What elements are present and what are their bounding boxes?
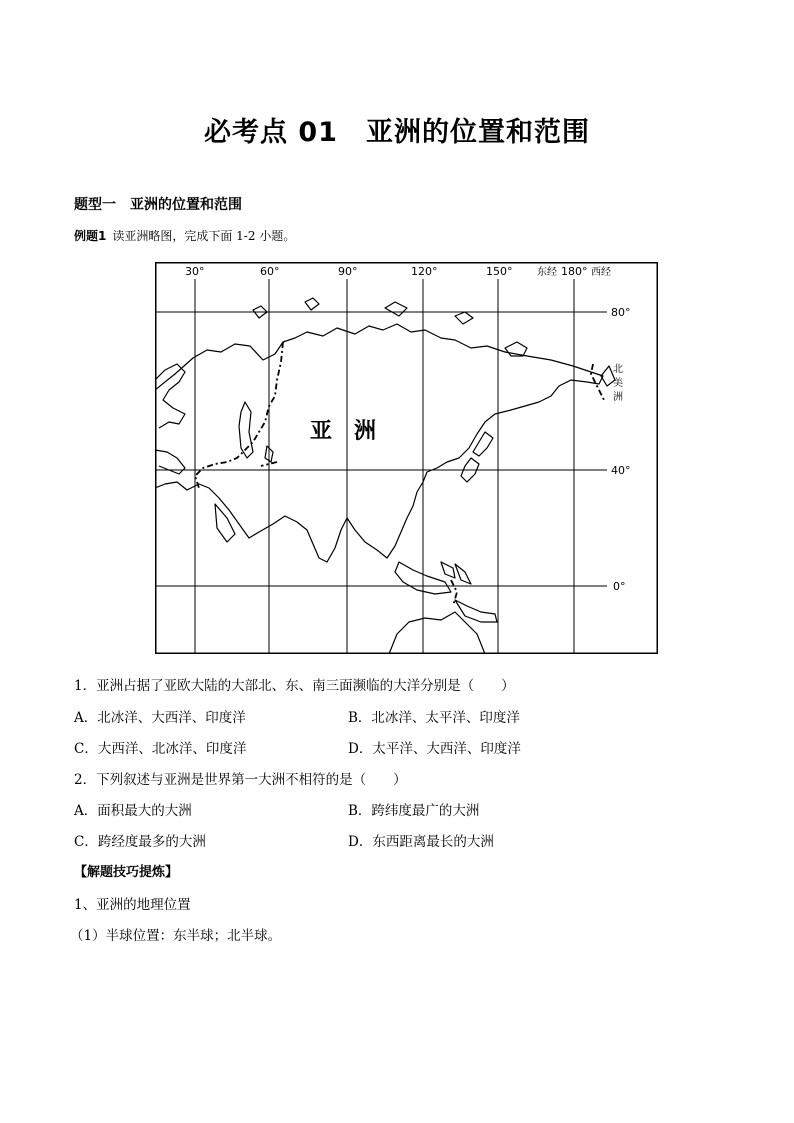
- longitude-labels: [185, 265, 611, 278]
- latitude-labels: [611, 306, 631, 593]
- meridians: [195, 279, 574, 654]
- tips-point-1-1: （1）半球位置：东半球；北半球。: [70, 928, 282, 944]
- lon-label-30: 30°: [185, 265, 205, 278]
- lat-label-40: 40°: [611, 464, 631, 477]
- asia-map: [155, 262, 658, 654]
- svg-text:北: 北: [613, 364, 623, 375]
- page-title: 必考点 01 亚洲的位置和范围: [204, 117, 590, 148]
- lat-label-0: 0°: [613, 580, 626, 593]
- section-heading: 题型一 亚洲的位置和范围: [74, 197, 242, 213]
- example-text: 读亚洲略图，完成下面 1-2 小题。: [112, 229, 296, 243]
- west-label: 西经: [591, 267, 611, 278]
- question-2-option-d: D．东西距离最长的大洲: [348, 834, 494, 850]
- example-intro: [74, 227, 295, 244]
- parallels: [155, 312, 607, 586]
- east-label: 东经: [537, 267, 557, 278]
- svg-text:美: 美: [613, 378, 623, 389]
- asia-europe-boundary: [195, 342, 605, 606]
- tips-heading: 【解题技巧提炼】: [74, 865, 179, 880]
- question-1-option-b: B．北冰洋、太平洋、印度洋: [348, 710, 520, 726]
- lon-label-150: 150°: [486, 265, 513, 278]
- question-2-option-b: B．跨纬度最广的大洲: [348, 803, 480, 819]
- north-america-label: [613, 363, 623, 403]
- question-1-option-a: A．北冰洋、大西洋、印度洋: [74, 710, 246, 726]
- coastline: [155, 298, 615, 654]
- question-1-stem: 1．亚洲占据了亚欧大陆的大部北、东、南三面濒临的大洋分别是（ ）: [74, 678, 515, 694]
- lat-label-80: 80°: [611, 306, 631, 319]
- question-2-stem: 2．下列叙述与亚洲是世界第一大洲不相符的是（ ）: [74, 772, 407, 788]
- lon-label-180: 180°: [561, 265, 588, 278]
- lon-label-120: 120°: [411, 265, 438, 278]
- tips-point-1: 1、亚洲的地理位置: [74, 897, 191, 913]
- map-frame: [156, 263, 658, 654]
- question-1-option-d: D．太平洋、大西洋、印度洋: [348, 741, 521, 757]
- question-2-option-c: C．跨经度最多的大洲: [74, 834, 206, 850]
- svg-text:洲: 洲: [613, 392, 623, 403]
- example-label: 例题1: [74, 229, 107, 243]
- question-1-option-c: C．大西洋、北冰洋、印度洋: [74, 741, 247, 757]
- lon-label-90: 90°: [338, 265, 358, 278]
- continent-label: 亚 洲: [310, 419, 377, 444]
- lon-label-60: 60°: [260, 265, 280, 278]
- question-2-option-a: A．面积最大的大洲: [74, 803, 192, 819]
